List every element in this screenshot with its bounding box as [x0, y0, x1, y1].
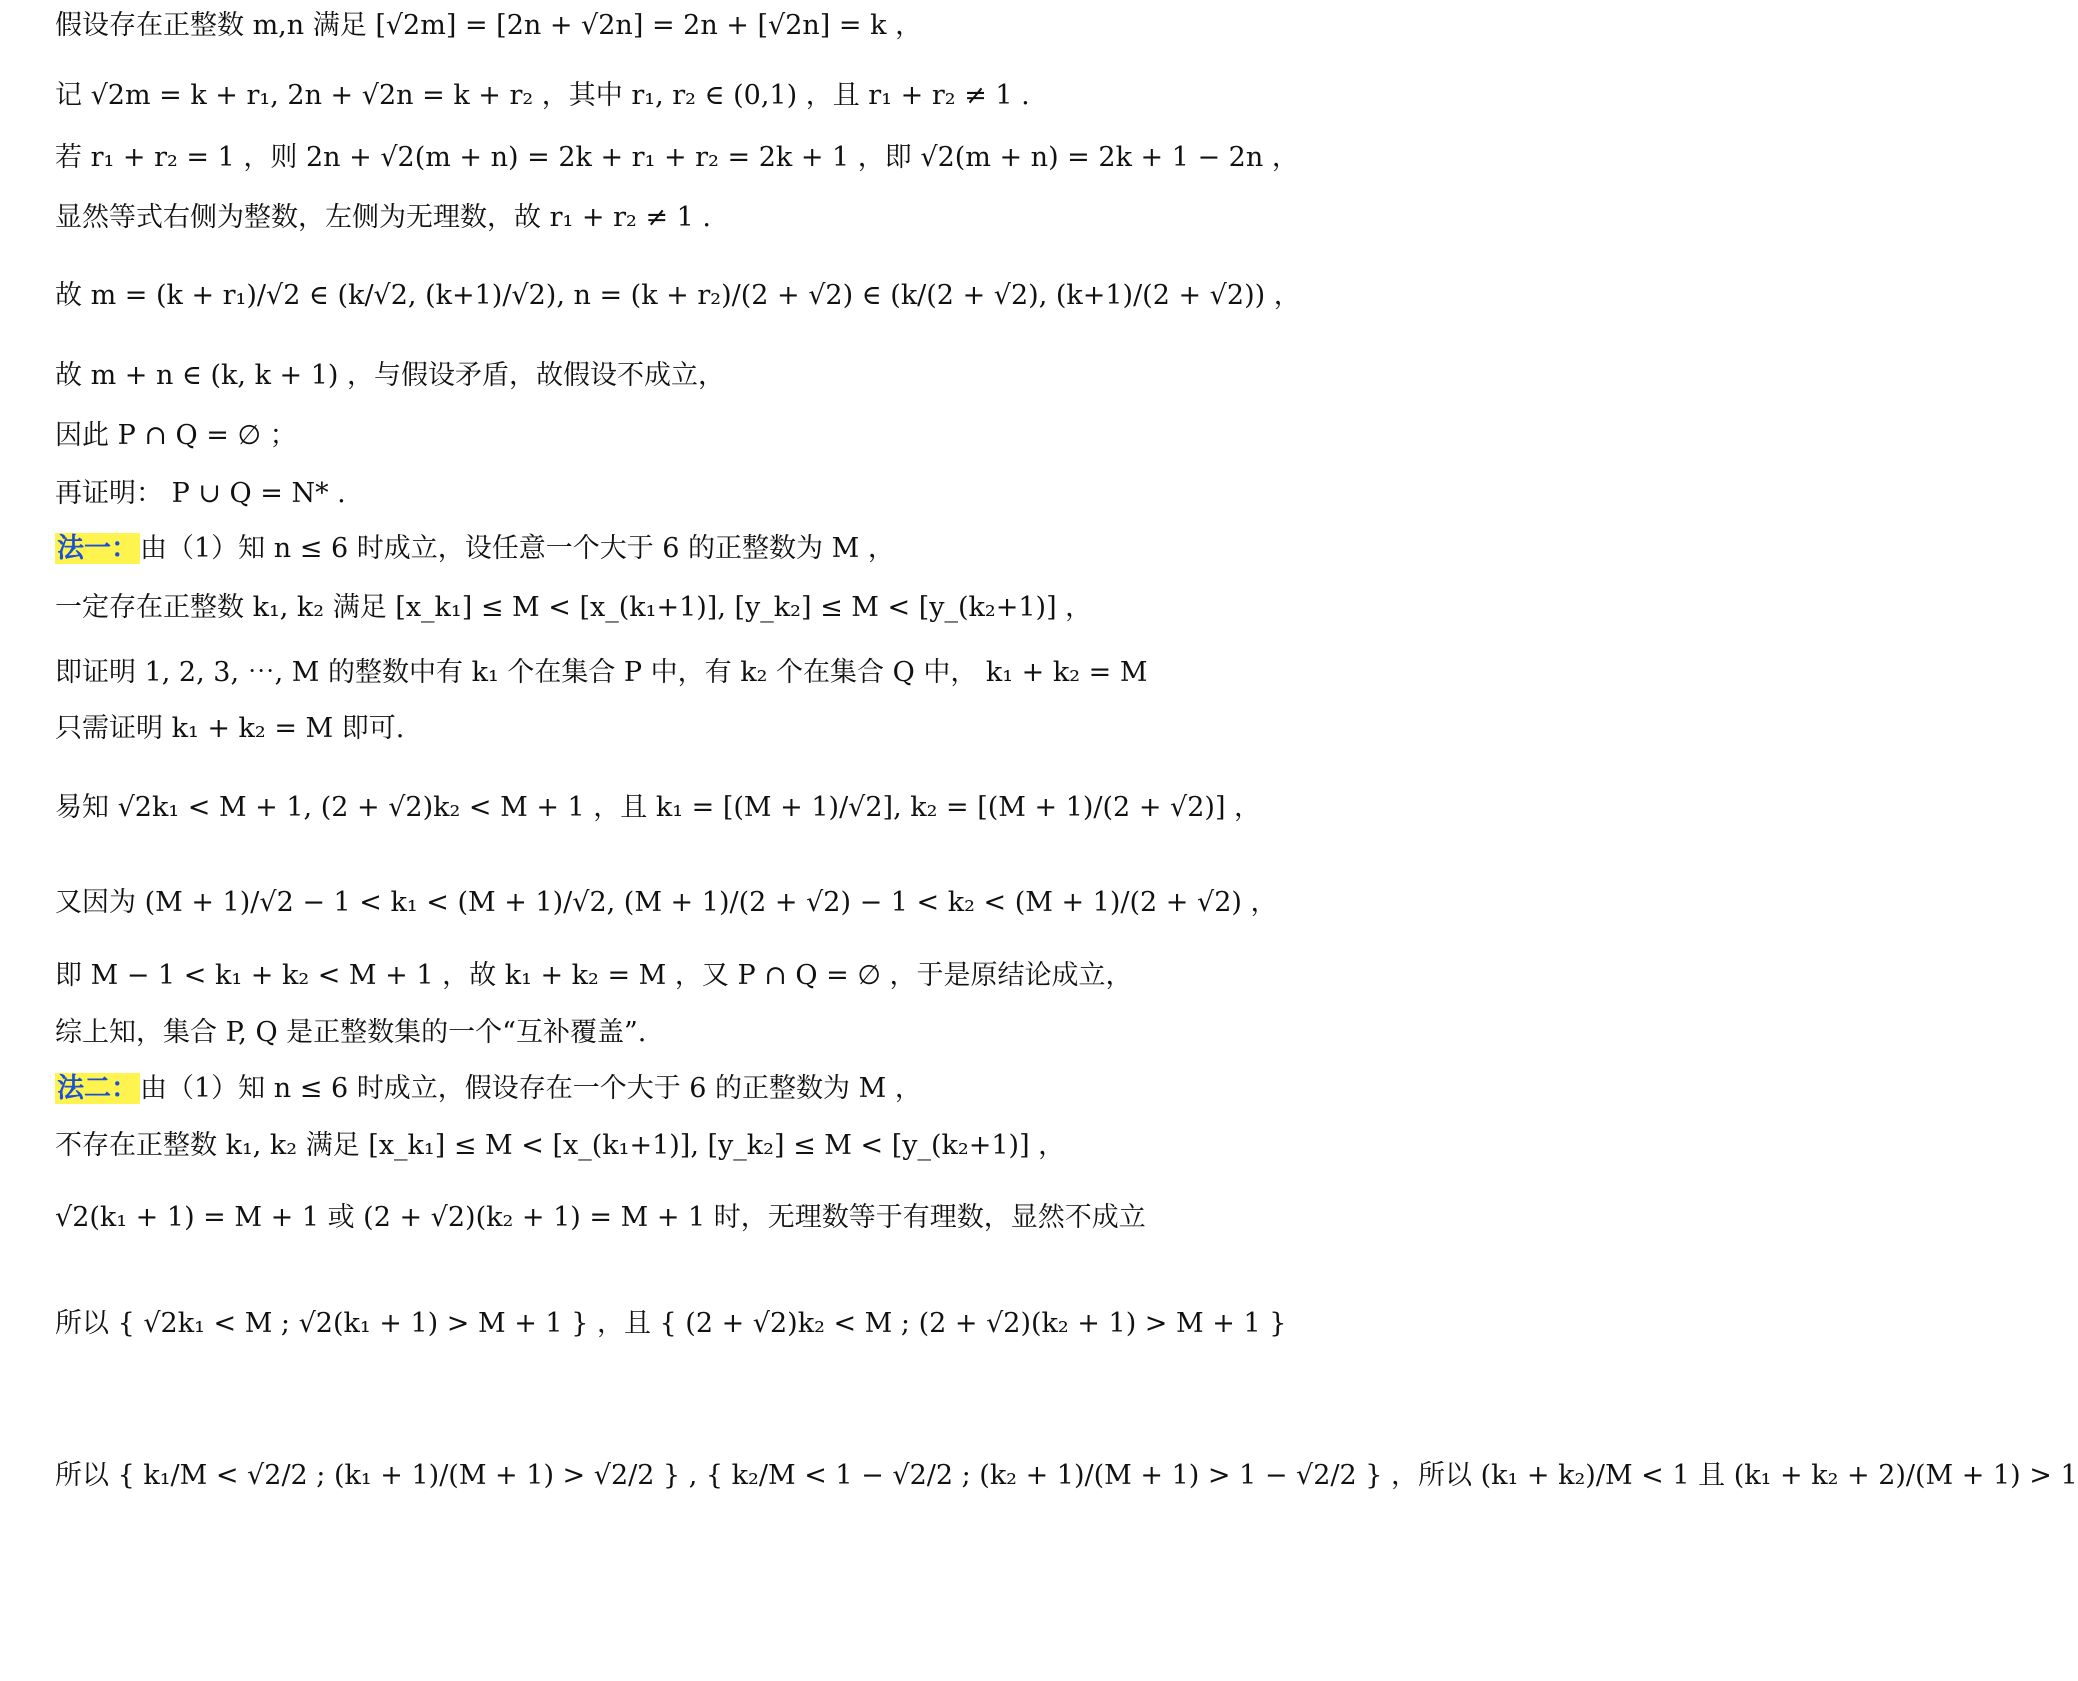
text-line: 所以 { k₁/M < √2/2 ; (k₁ + 1)/(M + 1) > √2/2 } , { k₂/M < 1 − √2/2 ; (k₂ + 1)/(M + 1) > 1 − √2/2 } ，所以 (k₁ + k₂)/M < 1 且 (k₁ + k₂ + 2)/(M + 1) > 1 [55, 1460, 2078, 1491]
method-two-text: 由（1）知 n ≤ 6 时成立，假设存在一个大于 6 的正整数为 M ， [140, 1073, 922, 1104]
text-line: 假设存在正整数 m,n 满足 [√2m] = [2n + √2n] = 2n + [√2n] = k ， [55, 10, 923, 41]
text-line: 所以 { √2k₁ < M ; √2(k₁ + 1) > M + 1 } ，且 { (2 + √2)k₂ < M ; (2 + √2)(k₂ + 1) > M + 1 } [55, 1308, 1287, 1339]
method-one-line [55, 531, 1074, 567]
method-two-label: 法二： [57, 1073, 138, 1104]
method-two-line [55, 1071, 1074, 1107]
text-line: 因此 P ∩ Q = ∅ ； [55, 420, 297, 451]
text-line: 即证明 1, 2, 3, ⋯, M 的整数中有 k₁ 个在集合 P 中，有 k₂ 个在集合 Q 中， k₁ + k₂ = M [55, 657, 1148, 688]
text-line: 即 M − 1 < k₁ + k₂ < M + 1 ，故 k₁ + k₂ = M ，又 P ∩ Q = ∅ ，于是原结论成立， [55, 960, 1133, 991]
text-line: 显然等式右侧为整数，左侧为无理数，故 r₁ + r₂ ≠ 1 . [55, 202, 711, 233]
text-line: 故 m + n ∈ (k, k + 1) ，与假设矛盾，故假设不成立， [55, 360, 726, 391]
text-line: 若 r₁ + r₂ = 1 ，则 2n + √2(m + n) = 2k + r₁ + r₂ = 2k + 1 ，即 √2(m + n) = 2k + 1 − 2n ， [55, 142, 1299, 173]
text-line: 又因为 (M + 1)/√2 − 1 < k₁ < (M + 1)/√2, (M + 1)/(2 + √2) − 1 < k₂ < (M + 1)/(2 + √2) ， [55, 887, 1278, 918]
text-line: 综上知，集合 P, Q 是正整数集的一个“互补覆盖”. [55, 1017, 647, 1048]
text-line: 一定存在正整数 k₁, k₂ 满足 [x_k₁] ≤ M < [x_(k₁+1)], [y_k₂] ≤ M < [y_(k₂+1)] ， [55, 592, 1093, 623]
text-line: 易知 √2k₁ < M + 1, (2 + √2)k₂ < M + 1 ，且 k₁ = [(M + 1)/√2], k₂ = [(M + 1)/(2 + √2)] ， [55, 792, 1262, 823]
text-line: 故 m = (k + r₁)/√2 ∈ (k/√2, (k+1)/√2), n = (k + r₂)/(2 + √2) ∈ (k/(2 + √2), (k+1)/(2 + √2)) ， [55, 280, 1301, 311]
text-line: 记 √2m = k + r₁, 2n + √2n = k + r₂ ，其中 r₁, r₂ ∈ (0,1) ，且 r₁ + r₂ ≠ 1 . [55, 80, 1030, 111]
text-line: 只需证明 k₁ + k₂ = M 即可. [55, 713, 405, 744]
text-line: 再证明： P ∪ Q = N* . [55, 478, 346, 509]
method-one-label: 法一： [57, 533, 138, 564]
text-line: 不存在正整数 k₁, k₂ 满足 [x_k₁] ≤ M < [x_(k₁+1)], [y_k₂] ≤ M < [y_(k₂+1)] ， [55, 1130, 1066, 1161]
text-line: √2(k₁ + 1) = M + 1 或 (2 + √2)(k₂ + 1) = M + 1 时，无理数等于有理数，显然不成立 [55, 1202, 1146, 1233]
method-one-text: 由（1）知 n ≤ 6 时成立，设任意一个大于 6 的正整数为 M ， [140, 533, 895, 564]
